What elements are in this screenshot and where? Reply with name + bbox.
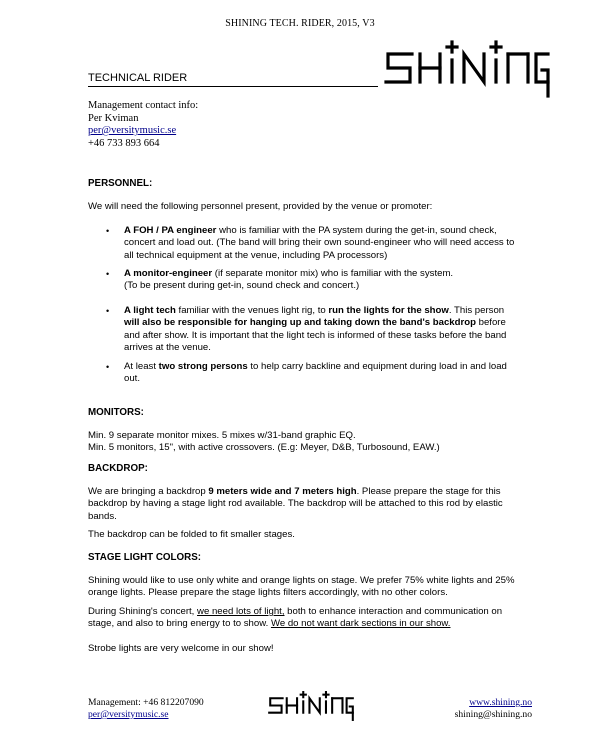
item-text: (To be present during get-in, sound check and concert.): [124, 280, 360, 292]
bullet-icon: •: [106, 306, 110, 316]
backdrop-note: The backdrop can be folded to fit smaller stages.: [88, 529, 295, 540]
bullet-icon: •: [106, 226, 110, 236]
lights-strobe-note: Strobe lights are very welcome in our show!: [88, 643, 274, 654]
lights-emphasis: we need lots of light,: [197, 606, 285, 617]
personnel-list: [88, 225, 528, 425]
lights-emphasis: We do not want dark sections in our show.: [270, 618, 451, 630]
item-bold: A FOH / PA engineer: [124, 225, 217, 236]
item-text: At least: [124, 361, 159, 372]
contact-email-link[interactable]: per@versitymusic.se: [88, 125, 177, 136]
item-bold: A monitor-engineer: [124, 268, 213, 279]
monitors-line: Min. 5 monitors, 15", with active crossovers. (E.g: Meyer, D&B, Turbosound, EAW.): [88, 442, 440, 454]
item-bold: A light tech: [124, 305, 176, 316]
title-underline: [88, 86, 378, 87]
running-header: SHINING TECH. RIDER, 2015, V3: [225, 18, 375, 29]
backdrop-text: . Please prepare the stage for this backdrop by having a stage light rod available. The backdrop will be attached to this rod by elastic bands.: [88, 486, 503, 522]
footer-left: [88, 697, 204, 721]
item-text: . This person: [448, 305, 505, 316]
item-text: familiar with the venues light rig, to: [175, 305, 329, 316]
contact-phone: +46 733 893 664: [88, 137, 160, 149]
item-text: who is familiar with the PA system during the get-in, sound check, concert and load out. (The band will bring their own sound-engineer who will need access to all technical equipment at the venue, including PA processors): [124, 225, 515, 261]
contact-block: [88, 100, 198, 150]
contact-label: Management contact info:: [88, 100, 199, 111]
bullet-icon: •: [106, 269, 110, 279]
item-text: to help carry backline and equipment during load in and load out.: [124, 361, 507, 385]
lights-text: During Shining's concert,: [88, 606, 198, 617]
personnel-heading: PERSONNEL:: [88, 178, 153, 189]
item-text: (if separate monitor mix) who is familiar with the system.: [212, 268, 454, 279]
item-bold: two strong persons: [158, 361, 248, 372]
backdrop-paragraph: [88, 486, 528, 523]
lights-paragraph-2: [88, 606, 528, 631]
monitors-line: Min. 9 separate monitor mixes. 5 mixes w/31-band graphic EQ.: [88, 430, 356, 441]
backdrop-heading: BACKDROP:: [88, 463, 148, 474]
footer-shining-logo: [266, 690, 356, 722]
document-title: TECHNICAL RIDER: [88, 72, 188, 84]
lights-paragraph: Shining would like to use only white and orange lights on stage. We prefer 75% white lights and 25% orange lights. Please prepare the stage lights filters accordingly, with no other colors.: [88, 575, 515, 599]
lights-heading: STAGE LIGHT COLORS:: [88, 552, 202, 563]
monitors-heading: MONITORS:: [88, 407, 144, 418]
shining-logo: [382, 38, 552, 100]
bullet-icon: •: [106, 362, 110, 372]
backdrop-dimensions: 9 meters wide and 7 meters high: [208, 486, 357, 497]
monitors-text: [88, 430, 528, 455]
footer-management: Management: +46 812207090: [88, 697, 204, 708]
backdrop-text: We are bringing a backdrop: [88, 486, 209, 497]
item-bold: run the lights for the show: [328, 305, 449, 316]
item-bold: will also be responsible for hanging up and taking down the band's backdrop: [124, 317, 476, 329]
personnel-intro: We will need the following personnel present, provided by the venue or promoter:: [88, 201, 433, 212]
footer-email-link[interactable]: per@versitymusic.se: [88, 709, 169, 720]
contact-name: Per Kviman: [88, 112, 139, 124]
footer-right: [455, 697, 532, 721]
footer-contact-email: shining@shining.no: [454, 709, 532, 720]
item-text: before and after show. It is important that the light tech is informed of these tasks before the band arrives at the venue.: [124, 317, 507, 354]
footer-website-link[interactable]: www.shining.no: [469, 697, 532, 708]
lights-text: both to enhance interaction and communication on stage, and also to bring energy to to show.: [88, 606, 503, 630]
